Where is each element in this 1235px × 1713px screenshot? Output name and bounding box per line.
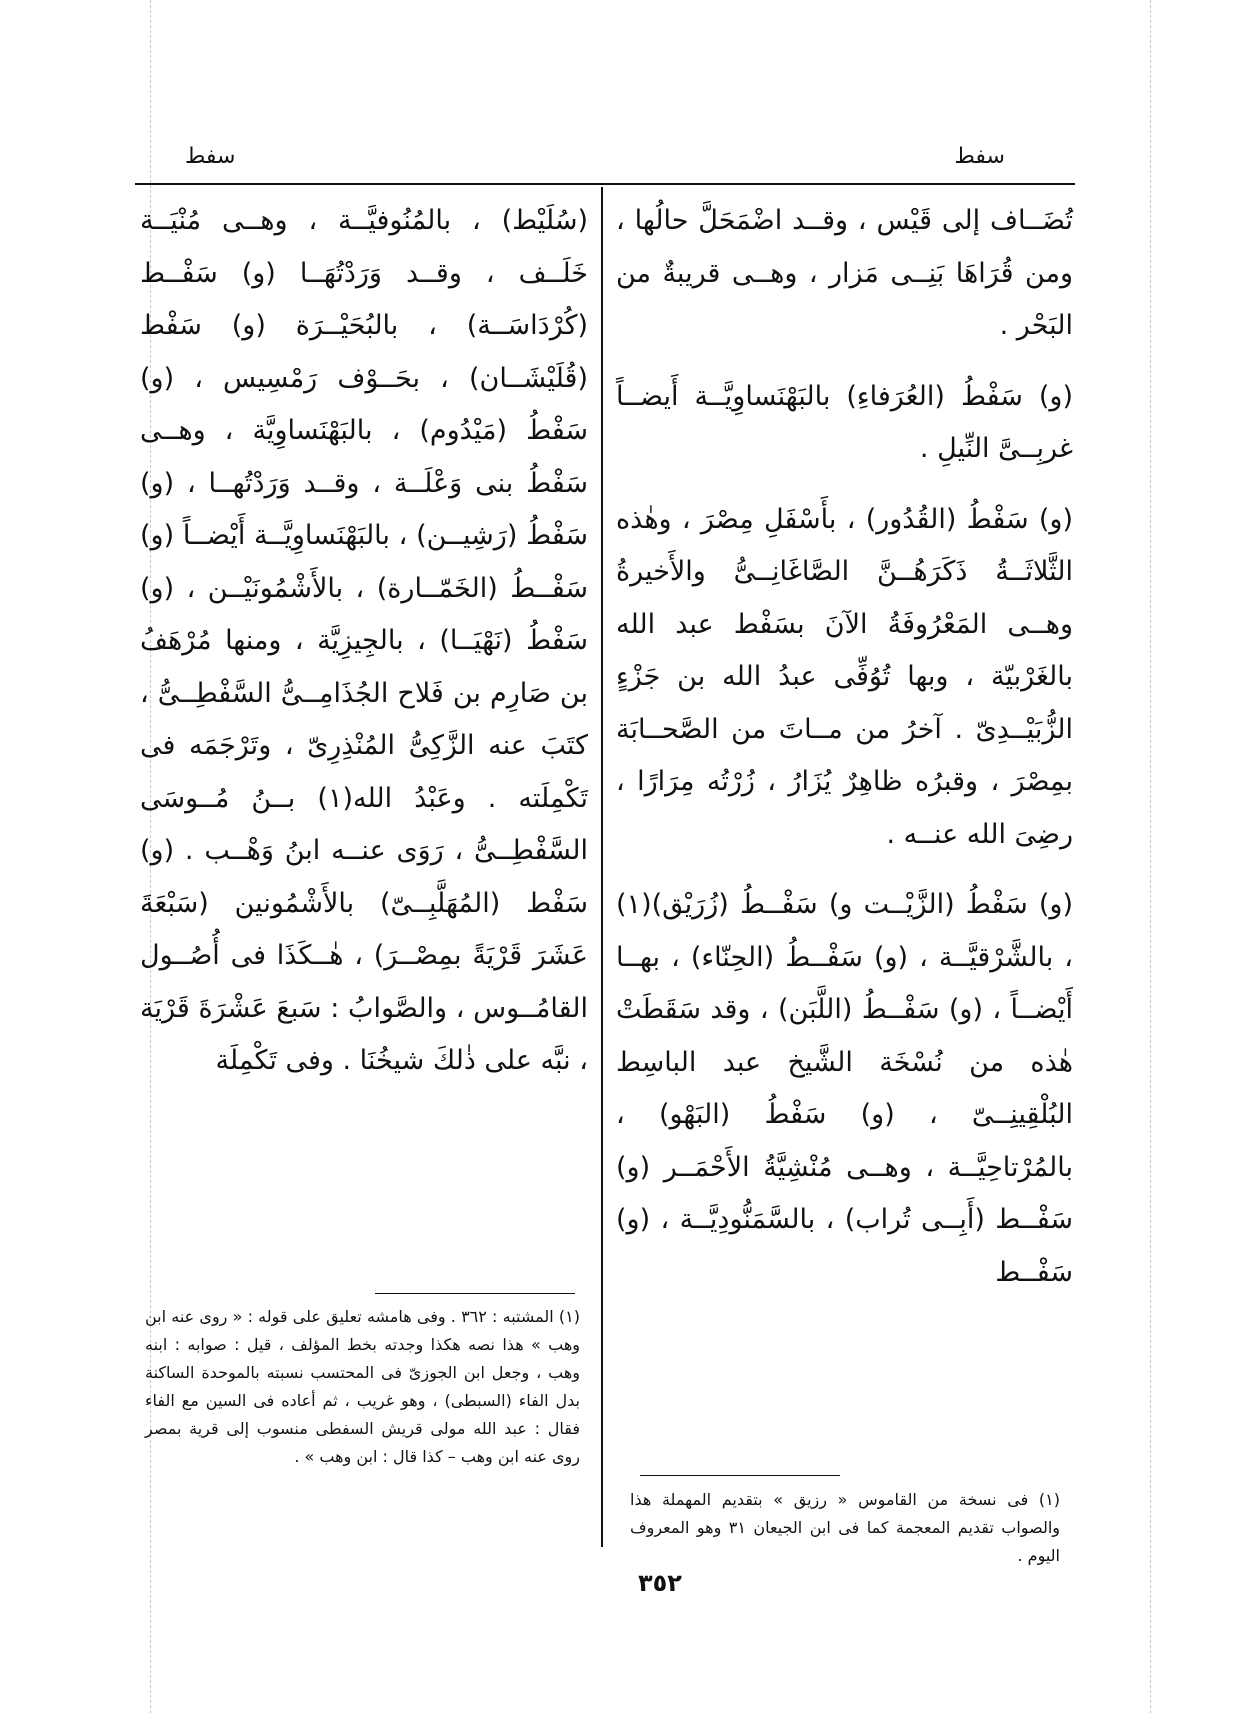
- footnote-right: (١) فى نسخة من القاموس « رزيق » بتقديم المهملة هذا والصواب تقديم المعجمة كما فى ابن الجيعان ٣١ وهو المعروف اليوم .: [630, 1490, 1060, 1565]
- running-header-left: سفط: [185, 144, 236, 169]
- right-paragraph-2: (و) سَفْطُ (العُرَفاءِ) بالبَهْنَساوِيَّــة أَيضــاً غربِــىَّ النِّيلِ .: [616, 380, 1073, 464]
- running-header-right: سفط: [954, 144, 1005, 169]
- header-rule: [135, 183, 1075, 185]
- column-divider: [601, 187, 603, 1547]
- footnote-left: (١) المشتبه : ٣٦٢ . وفى هامشه تعليق على قوله : « روى عنه ابن وهب » هذا نصه هكذا وجدته بخط المؤلف ، قيل : صوابه : ابنه وهب ، وجعل ابن الجوزىّ فى المحتسب نسبته بالموحدة الساكنة بدل الفاء (السبطى) ، وهو غريب ، ثم أعاده فى السين مع الفاء فقال : عبد الله مولى قريش السفطى منسوب إلى قرية بمصر روى عنه ابن وهب – كذا قال : ابن وهب » .: [145, 1307, 581, 1466]
- right-paragraph-3: (و) سَفْطُ (القُدُور) ، بأَسْفَلِ مِصْرَ ، وهٰذه الثَّلاثَــةُ ذَكَرَهُــنَّ الصَّاغَانِــىُّ والأَخيرةُ وهــى المَعْرُوفَةُ الآنَ بسَفْط عبد الله بالغَرْبيّة ، وبها تُوُفِّى عبدُ الله بن جَزْءٍ الزُّبَيْــدِىّ . آخرُ من مــاتَ من الصَّحــابَة بمِصْرَ ، وقبرُه ظاهِرٌ يُزَارُ ، زُرْتُه مِرَارًا ، رضِىَ الله عنــه .: [616, 503, 1073, 850]
- scan-artifact-line: [1150, 0, 1151, 1713]
- footnote-rule-left: [375, 1293, 575, 1294]
- right-paragraph-1: تُضَــاف إلى قَيْس ، وقــد اضْمَحَلَّ حالُها ، ومن قُرَاهَا بَنِــى مَزار ، وهــى قريبةٌ من البَحْر .: [616, 205, 1073, 341]
- right-column: [616, 195, 1073, 1299]
- left-paragraph-1: (سُلَيْط) ، بالمُنُوفيَّــة ، وهــى مُنْيَــة خَلَــف ، وقــد وَرَدْتُهَــا (و) سَفْــط (كُرْدَاسَــة) ، بالبُحَيْــرَة (و) سَفْط (قُلَيْشَــان) ، بحَــوْف رَمْسِيس ، (و) سَفْطُ (مَيْدُوم) ، بالبَهْنَساوِيَّة ، وهــى سَفْطُ بنى وَعْلَــة ، وقــد وَرَدْتُهــا ، (و) سَفْطُ (رَشِيــن) ، بالبَهْنَساوِيَّــة أَيْضــاً (و) سَفْــطُ (الخَمّــارة) ، بالأَشْمُونَيْــن ، (و) سَفْطُ (نَهْيَــا) ، بالجِيزِيَّة ، ومنها مُرْهَفُ بن صَارِم بن فَلاح الجُذَامِــىُّ السَّفْطِــىُّ ، كتَبَ عنه الزَّكِىُّ المُنْذِرِىّ ، وتَرْجَمَه فى تَكْمِلَته . وعَبْدُ الله(١) بــنُ مُــوسَى السَّفْطِــىُّ ، رَوَى عنــه ابنُ وَهْــب . (و) سَفْط (المُهَلَّبِــىّ) بالأَشْمُونين (سَبْعَةَ عَشَرَ قَرْيَةً بمِصْــرَ) ، هٰــكَذَا فى أُصُــول القامُــوس ، والصَّوابُ : سَبعَ عَشْرَةَ قَرْيَة ، نبَّه على ذٰلكَ شيخُنَا . وفى تَكْمِلَة: [140, 205, 588, 1076]
- right-paragraph-4: (و) سَفْطُ (الزَّيْــت و) سَفْــطُ (زُرَيْق)(١) ، بالشَّرْقيَّــة ، (و) سَفْــطُ (الحِنّاء) ، بهــا أَيْضــاً ، (و) سَفْــطُ (اللَّبَن) ، وقد سَقَطَتْ هٰذه من نُسْخَة الشَّيخ عبد الباسِط البُلْقِينِــىّ ، (و) سَفْطُ (البَهْو) ، بالمُرْتاحِيَّــة ، وهــى مُنْشِيَّةُ الأَحْمَــر (و) سَفْــط (أَبِــى تُراب) ، بالسَّمَنُّودِيَّــة ، (و) سَفْــط: [616, 889, 1073, 1288]
- left-column: [140, 195, 588, 1088]
- page-number: ٣٥٢: [638, 1569, 682, 1597]
- footnote-rule-right: [640, 1475, 840, 1476]
